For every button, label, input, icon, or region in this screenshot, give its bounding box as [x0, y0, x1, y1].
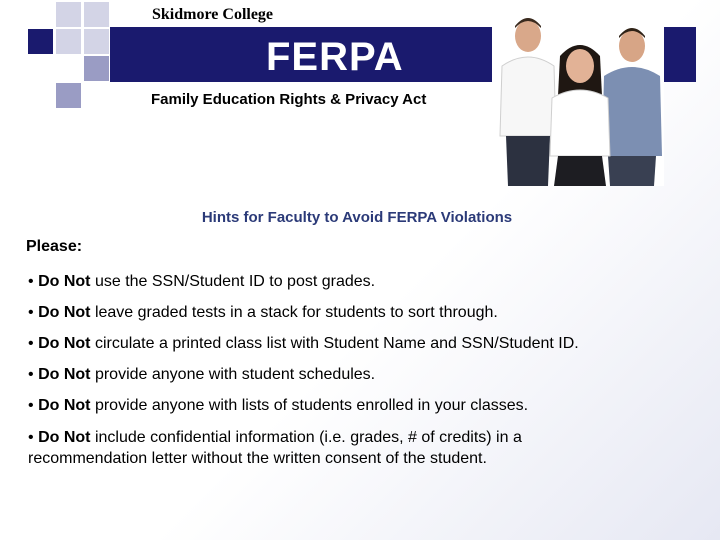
list-item	[28, 427, 588, 469]
bullet-glyph: •	[28, 397, 34, 414]
decor-square	[56, 29, 81, 54]
item-text: leave graded tests in a stack for students to sort through.	[90, 304, 498, 321]
decor-square	[84, 56, 109, 81]
decor-square	[84, 29, 109, 54]
item-text: provide anyone with lists of students enrolled in your classes.	[90, 397, 529, 414]
item-text: circulate a printed class list with Student Name and SSN/Student ID.	[90, 335, 579, 352]
item-lead: Do Not	[38, 366, 91, 383]
item-lead: Do Not	[38, 335, 91, 352]
list-item	[28, 333, 668, 354]
page-title: FERPA	[266, 35, 404, 79]
item-lead: Do Not	[38, 397, 91, 414]
students-photo	[492, 6, 664, 186]
decor-square	[84, 2, 109, 27]
item-text: include confidential information (i.e. grades, # of credits) in a recommendation letter without the written consent of the student.	[28, 429, 522, 467]
list-item	[28, 302, 668, 323]
hints-heading: Hints for Faculty to Avoid FERPA Violations	[201, 209, 513, 226]
page-subtitle: Family Education Rights & Privacy Act	[151, 91, 427, 108]
bullet-glyph: •	[28, 429, 34, 446]
decor-square	[56, 2, 81, 27]
bullet-glyph: •	[28, 304, 34, 321]
item-lead: Do Not	[38, 429, 91, 446]
decor-square	[28, 29, 53, 54]
list-item	[28, 395, 668, 416]
college-name: Skidmore College	[152, 6, 274, 23]
item-text: provide anyone with student schedules.	[90, 366, 376, 383]
intro-label: Please:	[26, 238, 83, 255]
bullet-glyph: •	[28, 366, 34, 383]
bullet-glyph: •	[28, 335, 34, 352]
item-lead: Do Not	[38, 304, 91, 321]
item-lead: Do Not	[38, 273, 91, 290]
list-item	[28, 364, 668, 385]
decor-square	[56, 83, 81, 108]
bullet-glyph: •	[28, 273, 34, 290]
item-text: use the SSN/Student ID to post grades.	[90, 273, 376, 290]
list-item	[28, 271, 668, 292]
